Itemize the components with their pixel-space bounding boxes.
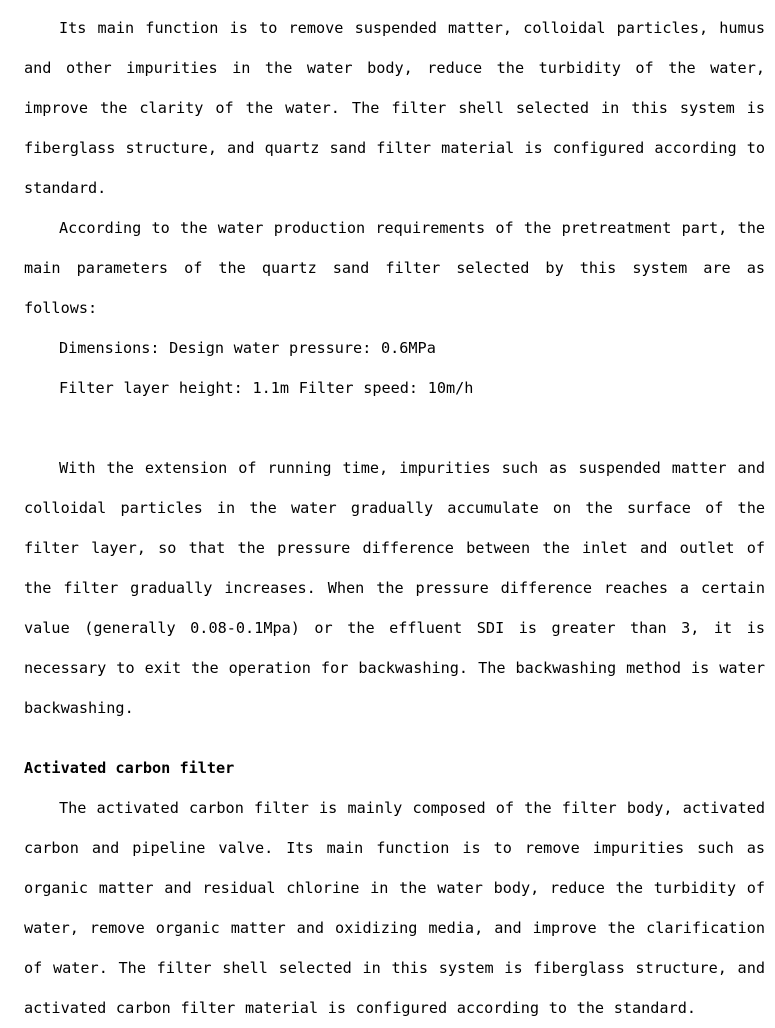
line-dimensions-design-pressure: Dimensions: Design water pressure: 0.6MPa (58, 339, 436, 357)
paragraph-water-production-requirements: According to the water production requirements of the pretreatment part, the main parameters of the quartz sand filter selected by this system are as follows: (24, 219, 765, 317)
paragraph-activated-carbon-filter: The activated carbon filter is mainly composed of the filter body, activated carbon and pipeline valve. Its main function is to remove impurities such as organic matter and residual chlorine in the water body, reduce the turbidity of water, remove organic matter and oxidizing media, and improve the clarification of water. The filter shell selected in this system is fiberglass structure, and activated carbon filter material is configured according to the standard. (24, 799, 765, 1017)
blank-line-spacer (24, 408, 765, 448)
paragraph-quartz-function: Its main function is to remove suspended matter, colloidal particles, humus and other impurities in the water body, reduce the turbidity of the water, improve the clarity of the water. The filter shell selected in this system is fiberglass structure, and quartz sand filter material is configured according to standard. (24, 19, 765, 197)
section-gap-spacer (24, 728, 765, 748)
heading-activated-carbon-filter: Activated carbon filter (24, 759, 235, 777)
paragraph-backwashing: With the extension of running time, impurities such as suspended matter and colloidal particles in the water gradually accumulate on the surface of the filter layer, so that the pressure difference between the inlet and outlet of the filter gradually increases. When the pressure difference reaches a certain value (generally 0.08-0.1Mpa) or the effluent SDI is greater than 3, it is necessary to exit the operation for backwashing. The backwashing method is water backwashing. (24, 459, 765, 717)
line-filter-layer-height-speed: Filter layer height: 1.1m Filter speed: 10m/h (58, 379, 474, 397)
